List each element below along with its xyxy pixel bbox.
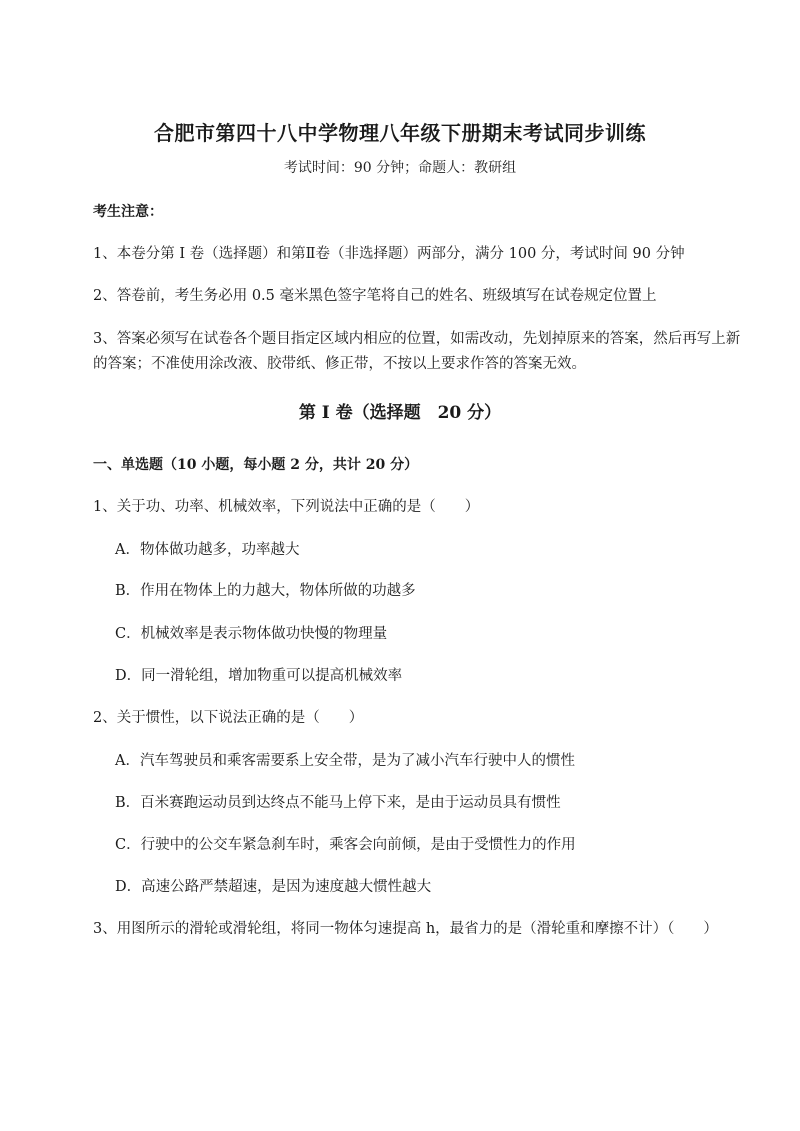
- question-1-stem: 1、关于功、功率、机械效率，下列说法中正确的是（ ）: [93, 499, 480, 515]
- question-2-option-a: A．汽车驾驶员和乘客需要系上安全带，是为了减小汽车行驶中人的惯性: [115, 753, 575, 769]
- question-1-option-b: B．作用在物体上的力越大，物体所做的功越多: [115, 583, 416, 599]
- question-2-stem: 2、关于惯性，以下说法正确的是（ ）: [93, 710, 364, 726]
- notice-item-3: 3、答案必须写在试卷各个题目指定区域内相应的位置，如需改动，先划掉原来的答案，然后再写上新: [93, 331, 741, 347]
- notice-item-1: 1、本卷分第 I 卷（选择题）和第Ⅱ卷（非选择题）两部分，满分 100 分，考试时间 90 分钟: [93, 246, 685, 262]
- page-title: 合肥市第四十八中学物理八年级下册期末考试同步训练: [154, 121, 646, 145]
- notice-item-2: 2、答卷前，考生务必用 0.5 毫米黑色签字笔将自己的姓名、班级填写在试卷规定位置上: [93, 288, 657, 304]
- notice-heading: 考生注意：: [93, 204, 163, 220]
- question-1-option-c: C．机械效率是表示物体做功快慢的物理量: [115, 626, 388, 642]
- question-3-stem: 3、用图所示的滑轮或滑轮组，将同一物体匀速提高 h，最省力的是（滑轮重和摩擦不计）（ ）: [93, 921, 718, 937]
- question-1-option-a: A．物体做功越多，功率越大: [115, 542, 300, 558]
- question-2-option-d: D．高速公路严禁超速，是因为速度越大惯性越大: [115, 879, 432, 895]
- part-heading: 一、单选题（10 小题，每小题 2 分，共计 20 分）: [93, 457, 419, 473]
- section-title: 第 I 卷（选择题 20 分）: [298, 403, 502, 423]
- exam-info: 考试时间：90 分钟；命题人：教研组: [283, 160, 517, 176]
- question-2-option-c: C．行驶中的公交车紧急刹车时，乘客会向前倾，是由于受惯性力的作用: [115, 837, 576, 853]
- notice-item-3-cont: 的答案；不准使用涂改液、胶带纸、修正带，不按以上要求作答的答案无效。: [93, 356, 586, 372]
- question-2-option-b: B．百米赛跑运动员到达终点不能马上停下来，是由于运动员具有惯性: [115, 795, 561, 811]
- question-1-option-d: D．同一滑轮组，增加物重可以提高机械效率: [115, 668, 403, 684]
